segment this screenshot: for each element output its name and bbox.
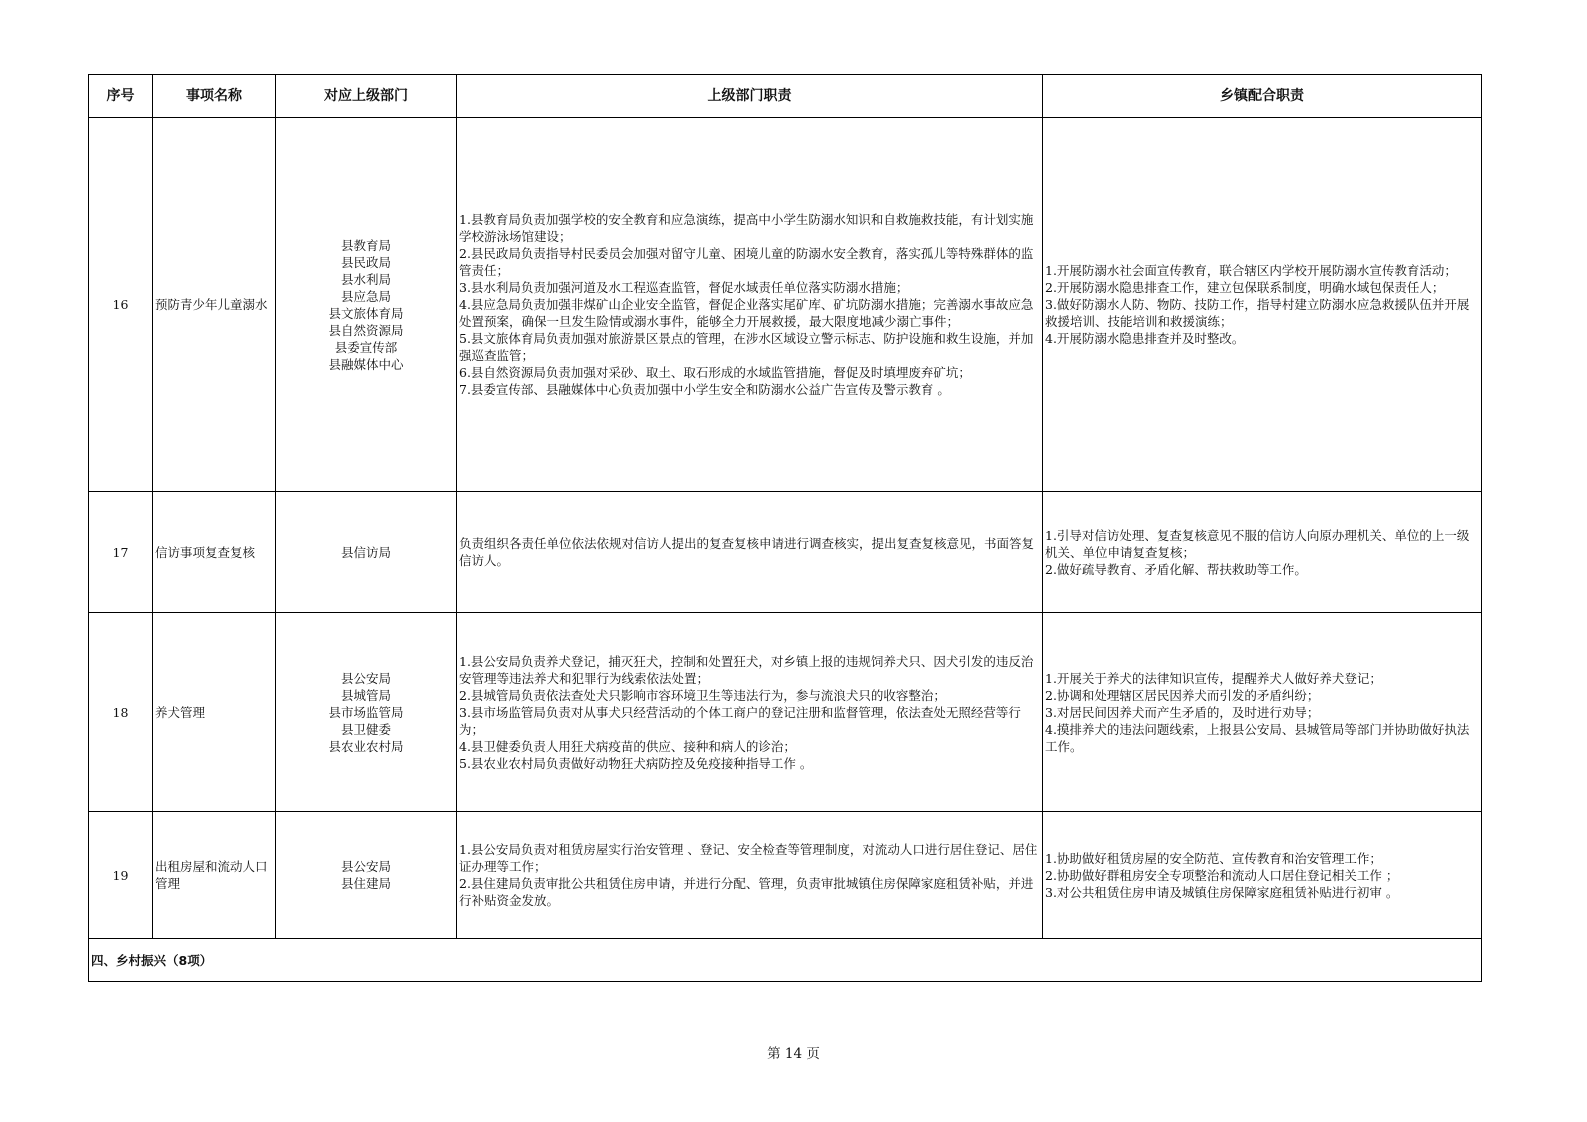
duty-line: 6.县自然资源局负责加强对采砂、取土、取石形成的水域监管措施，督促及时填埋废弃矿坑； <box>459 365 971 380</box>
row-superior-duties <box>457 613 1043 812</box>
header-item-name: 事项名称 <box>153 75 276 118</box>
dept-line: 县委宣传部 <box>334 339 398 355</box>
duty-line: 7.县委宣传部、县融媒体中心负责加强中小学生安全和防溺水公益广告宣传及警示教育 。 <box>459 382 950 397</box>
row-depts <box>276 118 457 492</box>
dept-line: 县信访局 <box>340 544 391 560</box>
dept-line: 县市场监管局 <box>328 704 404 720</box>
duty-line: 5.县农业农村局负责做好动物狂犬病防控及免疫接种指导工作 。 <box>459 755 813 771</box>
row-seq: 18 <box>89 613 153 812</box>
header-superior-duty: 上级部门职责 <box>457 75 1043 118</box>
duty-line: 1.县公安局负责养犬登记，捕灭狂犬，控制和处置狂犬，对乡镇上报的违规饲养犬只、因犬引发的违反治安管理等违法养犬和犯罪行为线索依法处置； <box>459 653 1034 686</box>
row-town-duties <box>1043 812 1482 939</box>
row-superior-duties <box>457 118 1043 492</box>
duty-line: 2.县民政局负责指导村民委员会加强对留守儿童、困境儿童的防溺水安全教育，落实孤儿等特殊群体的监管责任； <box>459 246 1034 278</box>
row-seq: 16 <box>89 118 153 492</box>
row-seq: 19 <box>89 812 153 939</box>
row-superior-duties <box>457 812 1043 939</box>
dept-line: 县水利局 <box>340 271 391 287</box>
row-superior-duties <box>457 492 1043 613</box>
responsibility-table <box>88 74 1482 982</box>
table-row <box>89 118 1482 492</box>
town-duty-line: 3.做好防溺水人防、物防、技防工作，指导村建立防溺水应急救援队伍并开展救援培训、技能培训和救援演练； <box>1045 297 1470 329</box>
town-duty-line: 1.开展关于养犬的法律知识宣传，提醒养犬人做好养犬登记； <box>1045 670 1382 686</box>
town-duty-line: 4.开展防溺水隐患排查并及时整改。 <box>1045 331 1245 346</box>
dept-line: 县卫健委 <box>340 721 391 737</box>
row-item-name: 信访事项复查复核 <box>153 492 276 613</box>
duty-line: 3.县市场监管局负责对从事犬只经营活动的个体工商户的登记注册和监督管理，依法查处无照经营等行为； <box>459 704 1021 737</box>
table-row <box>89 492 1482 613</box>
town-duty-line: 3.对居民间因养犬而产生矛盾的，及时进行劝导； <box>1045 704 1320 720</box>
header-seq: 序号 <box>89 75 153 118</box>
duty-line: 4.县卫健委负责人用狂犬病疫苗的供应、接种和病人的诊治； <box>459 738 796 754</box>
dept-line: 县文旅体育局 <box>328 305 404 321</box>
dept-line: 县城管局 <box>340 687 391 703</box>
section-row <box>89 939 1482 982</box>
row-seq: 17 <box>89 492 153 613</box>
header-row <box>89 75 1482 118</box>
dept-line: 县应急局 <box>340 288 391 304</box>
header-superior-dept: 对应上级部门 <box>276 75 457 118</box>
row-town-duties <box>1043 613 1482 812</box>
page-number: 第 14 页 <box>767 1046 820 1062</box>
table-row <box>89 613 1482 812</box>
dept-line: 县教育局 <box>340 237 391 253</box>
row-item-name: 预防青少年儿童溺水 <box>153 118 276 492</box>
row-item-name: 养犬管理 <box>153 613 276 812</box>
duty-line: 2.县住建局负责审批公共租赁住房申请，并进行分配、管理，负责审批城镇住房保障家庭租赁补贴，并进行补贴资金发放。 <box>459 876 1034 908</box>
header-town-duty: 乡镇配合职责 <box>1043 75 1482 118</box>
town-duty-line: 2.协助做好群租房安全专项整治和流动人口居住登记相关工作 ； <box>1045 867 1399 883</box>
town-duty-line: 1.引导对信访处理、复查复核意见不服的信访人向原办理机关、单位的上一级机关、单位申请复查复核； <box>1045 527 1470 560</box>
duty-line: 1.县教育局负责加强学校的安全教育和应急演练，提高中小学生防溺水知识和自救施救技能，有计划实施学校游泳场馆建设； <box>459 212 1034 244</box>
dept-line: 县农业农村局 <box>328 738 404 754</box>
row-town-duties <box>1043 492 1482 613</box>
duty-line: 1.县公安局负责对租赁房屋实行治安管理 、登记、安全检查等管理制度，对流动人口进行居住登记、居住证办理等工作； <box>459 842 1038 874</box>
row-depts <box>276 613 457 812</box>
section-heading: 四、乡村振兴（8项） <box>89 939 1482 982</box>
dept-line: 县公安局 <box>340 859 391 874</box>
town-duty-line: 1.协助做好租赁房屋的安全防范、宣传教育和治安管理工作； <box>1045 850 1382 866</box>
town-duty-line: 3.对公共租赁住房申请及城镇住房保障家庭租赁补贴进行初审 。 <box>1045 884 1399 900</box>
town-duty-line: 2.做好疏导教育、矛盾化解、帮扶救助等工作。 <box>1045 561 1307 577</box>
duty-line: 4.县应急局负责加强非煤矿山企业安全监管，督促企业落实尾矿库、矿坑防溺水措施；完善溺水事故应急处置预案，确保一旦发生险情或溺水事件，能够全力开展救援，最大限度地减少溺亡事件； <box>459 297 1034 329</box>
dept-line: 县公安局 <box>340 670 391 686</box>
dept-line: 县自然资源局 <box>328 322 404 338</box>
row-town-duties <box>1043 118 1482 492</box>
duty-line: 2.县城管局负责依法查处犬只影响市容环境卫生等违法行为，参与流浪犬只的收容整治； <box>459 687 946 703</box>
dept-line: 县融媒体中心 <box>328 356 404 372</box>
town-duty-line: 4.摸排养犬的违法问题线索，上报县公安局、县城管局等部门并协助做好执法工作。 <box>1045 721 1470 754</box>
town-duty-line: 2.开展防溺水隐患排查工作，建立包保联系制度，明确水域包保责任人； <box>1045 280 1445 295</box>
duty-line: 5.县文旅体育局负责加强对旅游景区景点的管理，在涉水区域设立警示标志、防护设施和救生设施，并加强巡查监管； <box>459 331 1034 363</box>
dept-line: 县民政局 <box>340 254 391 270</box>
table-row <box>89 812 1482 939</box>
duty-line: 3.县水利局负责加强河道及水工程巡查监管，督促水域责任单位落实防溺水措施； <box>459 280 909 295</box>
town-duty-line: 1.开展防溺水社会面宣传教育，联合辖区内学校开展防溺水宣传教育活动； <box>1045 263 1457 278</box>
row-depts <box>276 492 457 613</box>
dept-line: 县住建局 <box>340 876 391 891</box>
town-duty-line: 2.协调和处理辖区居民因养犬而引发的矛盾纠纷； <box>1045 687 1320 703</box>
row-depts <box>276 812 457 939</box>
duty-line: 负责组织各责任单位依法依规对信访人提出的复查复核申请进行调查核实，提出复查复核意见，书面答复信访人。 <box>459 536 1035 568</box>
row-item-name: 出租房屋和流动人口管理 <box>153 812 276 939</box>
